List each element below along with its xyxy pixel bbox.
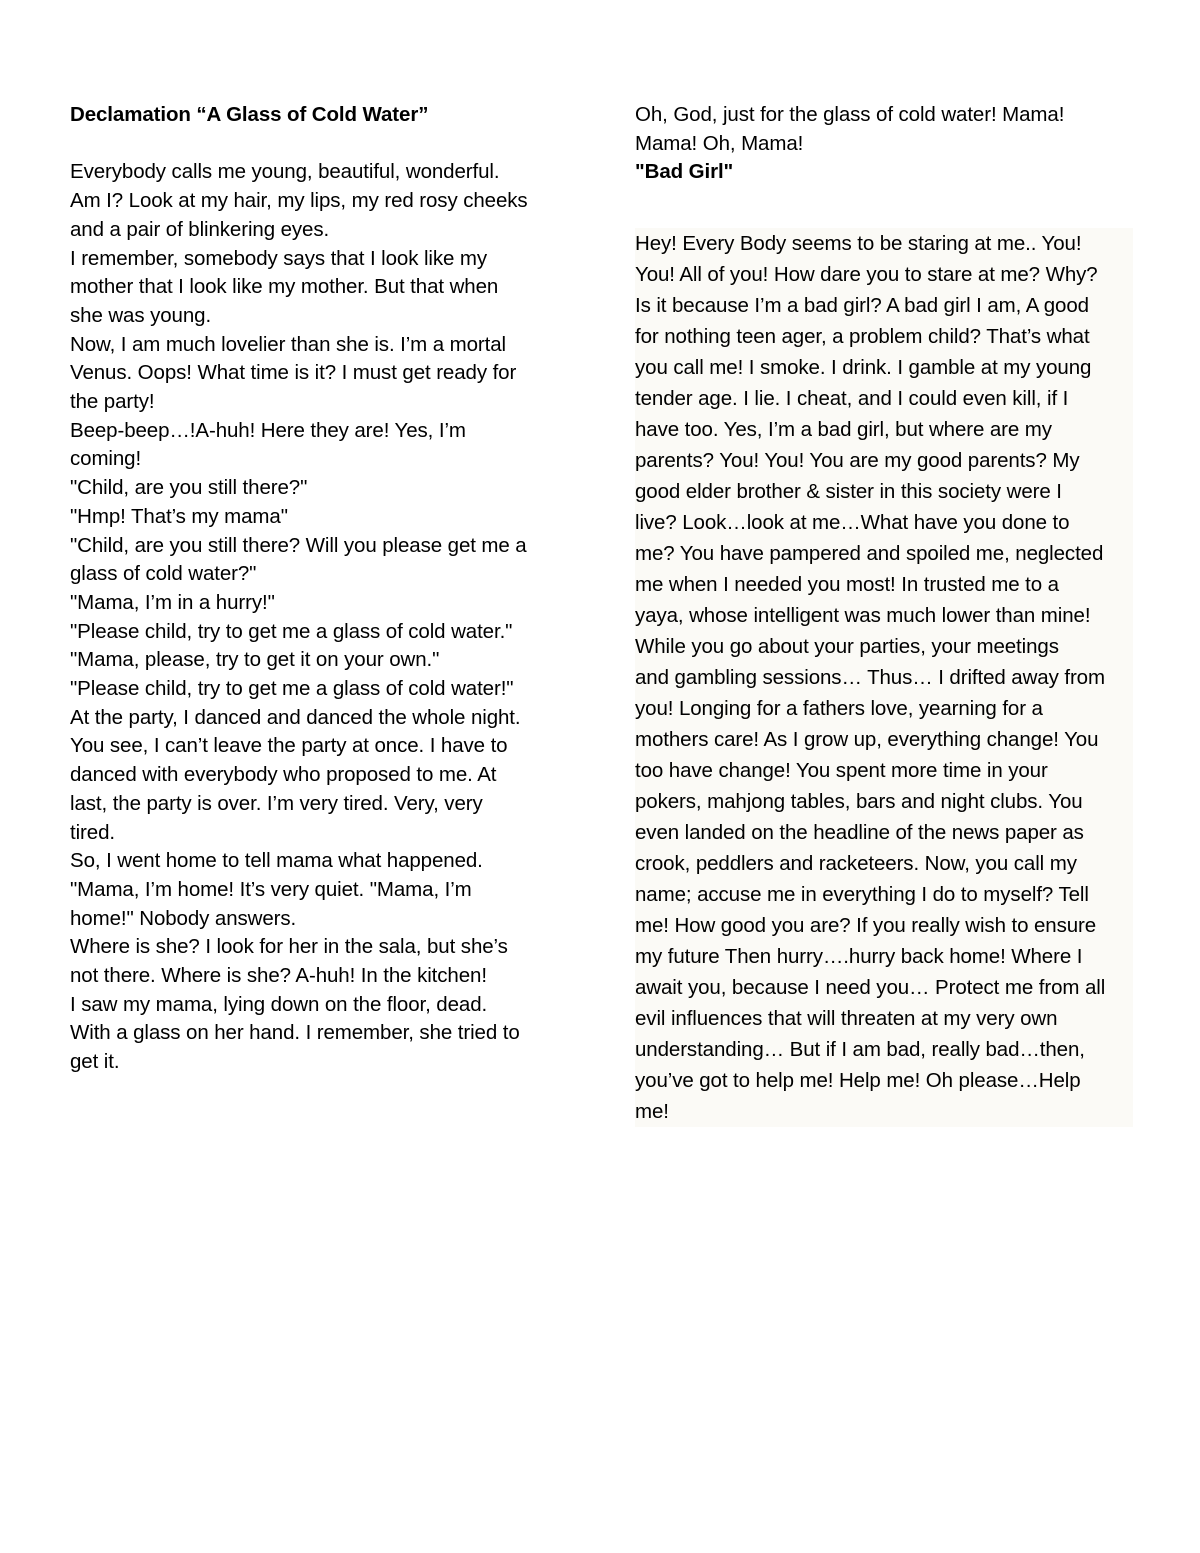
spacer bbox=[70, 130, 570, 159]
text-line: Is it because I’m a bad girl? A bad girl I am, A good bbox=[635, 290, 1133, 321]
text-line: I saw my mama, lying down on the floor, dead. bbox=[70, 992, 488, 1016]
text-line: Where is she? I look for her in the sala, but she’s bbox=[70, 935, 508, 959]
text-line: "Child, are you still there?" bbox=[70, 476, 308, 500]
declamation-title: Declamation “A Glass of Cold Water” bbox=[70, 103, 429, 126]
text-line: "Mama, please, try to get it on your own." bbox=[70, 648, 440, 672]
text-line: "Child, are you still there? Will you please get me a bbox=[70, 533, 527, 557]
text-line: Hey! Every Body seems to be staring at me.. You! bbox=[635, 228, 1133, 259]
text-line: coming! bbox=[70, 447, 142, 471]
text-line: too have change! You spent more time in your bbox=[635, 755, 1133, 786]
text-line: me! bbox=[635, 1096, 1133, 1127]
text-line: glass of cold water?" bbox=[70, 562, 257, 586]
left-column bbox=[70, 101, 570, 1077]
text-line: you! Longing for a fathers love, yearning for a bbox=[635, 693, 1133, 724]
text-line: With a glass on her hand. I remember, she tried to bbox=[70, 1021, 520, 1045]
text-line: I remember, somebody says that I look like my bbox=[70, 246, 488, 270]
text-line: "Mama, I’m home! It’s very quiet. "Mama, I’m bbox=[70, 877, 472, 901]
left-column-text bbox=[70, 158, 570, 1077]
text-line: parents? You! You! You are my good parents? My bbox=[635, 445, 1133, 476]
text-line: "Hmp! That’s my mama" bbox=[70, 504, 288, 528]
text-line: danced with everybody who proposed to me. At bbox=[70, 763, 497, 787]
text-line: me! How good you are? If you really wish to ensure bbox=[635, 910, 1133, 941]
text-line: At the party, I danced and danced the whole night. bbox=[70, 705, 521, 729]
text-line: for nothing teen ager, a problem child? That’s what bbox=[635, 321, 1133, 352]
text-line: pokers, mahjong tables, bars and night clubs. You bbox=[635, 786, 1133, 817]
text-line: "Please child, try to get me a glass of cold water." bbox=[70, 619, 513, 643]
text-line: good elder brother & sister in this society were I bbox=[635, 476, 1133, 507]
text-line: evil influences that will threaten at my very own bbox=[635, 1003, 1133, 1034]
text-line: Oh, God, just for the glass of cold water! Mama! bbox=[635, 103, 1065, 126]
text-line: me when I needed you most! In trusted me to a bbox=[635, 569, 1133, 600]
text-line: name; accuse me in everything I do to myself? Tell bbox=[635, 879, 1133, 910]
spacer bbox=[635, 187, 1133, 216]
text-line: Now, I am much lovelier than she is. I’m a mortal bbox=[70, 332, 507, 356]
text-line: tender age. I lie. I cheat, and I could even kill, if I bbox=[635, 383, 1133, 414]
text-line: even landed on the headline of the news paper as bbox=[635, 817, 1133, 848]
right-column-intro bbox=[635, 101, 1133, 158]
text-line: live? Look…look at me…What have you done to bbox=[635, 507, 1133, 538]
text-line: You see, I can’t leave the party at once. I have to bbox=[70, 734, 508, 758]
text-line: and gambling sessions… Thus… I drifted away from bbox=[635, 662, 1133, 693]
text-line: understanding… But if I am bad, really bad…then, bbox=[635, 1034, 1133, 1065]
text-line: Everybody calls me young, beautiful, wonderful. bbox=[70, 160, 500, 184]
right-column bbox=[635, 101, 1133, 1127]
text-line: Beep-beep…!A-huh! Here they are! Yes, I’m bbox=[70, 418, 466, 442]
right-column-text bbox=[635, 228, 1133, 1127]
text-line: crook, peddlers and racketeers. Now, you call my bbox=[635, 848, 1133, 879]
text-line: my future Then hurry….hurry back home! Where I bbox=[635, 941, 1133, 972]
text-line: you call me! I smoke. I drink. I gamble at my young bbox=[635, 352, 1133, 383]
text-line: "Please child, try to get me a glass of cold water!" bbox=[70, 677, 514, 701]
text-line: You! All of you! How dare you to stare at me? Why? bbox=[635, 259, 1133, 290]
text-line: me? You have pampered and spoiled me, neglected bbox=[635, 538, 1133, 569]
text-line: you’ve got to help me! Help me! Oh please…Help bbox=[635, 1065, 1133, 1096]
text-line: last, the party is over. I’m very tired. Very, very bbox=[70, 791, 483, 815]
text-line: she was young. bbox=[70, 303, 212, 327]
text-line: "Mama, I’m in a hurry!" bbox=[70, 590, 275, 614]
text-line: Am I? Look at my hair, my lips, my red rosy cheeks bbox=[70, 189, 528, 213]
text-line: get it. bbox=[70, 1050, 120, 1074]
text-line: and a pair of blinkering eyes. bbox=[70, 217, 330, 241]
text-line: tired. bbox=[70, 820, 115, 844]
text-line: have too. Yes, I’m a bad girl, but where are my bbox=[635, 414, 1133, 445]
text-line: mother that I look like my mother. But that when bbox=[70, 275, 499, 299]
text-line: mothers care! As I grow up, everything change! You bbox=[635, 724, 1133, 755]
text-line: Mama! Oh, Mama! bbox=[635, 131, 804, 155]
text-line: not there. Where is she? A-huh! In the kitchen! bbox=[70, 964, 487, 988]
text-line: So, I went home to tell mama what happened. bbox=[70, 849, 483, 873]
text-line: the party! bbox=[70, 390, 155, 414]
text-line: yaya, whose intelligent was much lower than mine! bbox=[635, 600, 1133, 631]
text-line: While you go about your parties, your meetings bbox=[635, 631, 1133, 662]
text-line: await you, because I need you… Protect me from all bbox=[635, 972, 1133, 1003]
text-line: Venus. Oops! What time is it? I must get ready for bbox=[70, 361, 517, 385]
bad-girl-subtitle: "Bad Girl" bbox=[635, 160, 734, 184]
text-line: home!" Nobody answers. bbox=[70, 906, 297, 930]
